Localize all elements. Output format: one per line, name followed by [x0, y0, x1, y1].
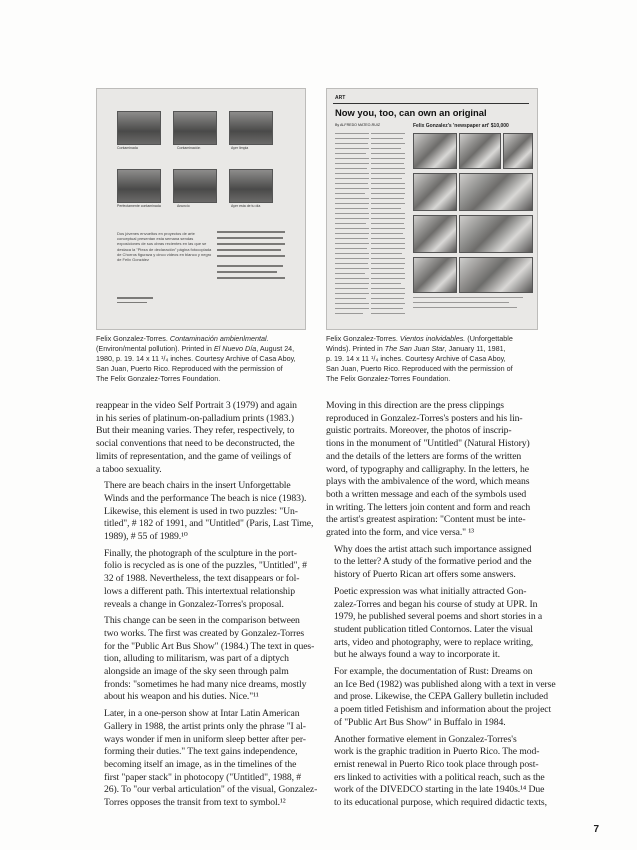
- caption-line: San Juan, Puerto Rico. Reproduced with the permission of: [96, 364, 283, 373]
- text-line: an Ice Bed (1982) was published along with a text in verse: [334, 678, 556, 690]
- paragraph: [96, 615, 315, 704]
- clip-rule: [333, 103, 529, 104]
- figure-caption-left: [96, 334, 311, 384]
- paragraph: [96, 480, 314, 544]
- text-line: history of Puerto Rican art offers some answers.: [334, 569, 516, 581]
- clip-headline: Now you, too, can own an original: [335, 107, 487, 118]
- text-line: For example, the documentation of Rust: Dreams on: [334, 666, 533, 678]
- text-line: titled", # 182 of 1991, and "Untitled" (Paris, Last Time,: [104, 518, 314, 530]
- text-line: forming their duties." The text gains independence,: [104, 746, 298, 758]
- text-line: social conventions that need to be deconstructed, the: [96, 438, 295, 450]
- clip-photo: [413, 133, 457, 169]
- figure-contaminacion-clipping: [96, 88, 306, 330]
- text-line: 1989), # 55 of 1989.¹⁰: [104, 531, 188, 543]
- clip-label: Contaminada: [117, 146, 138, 150]
- text-line: but he always found a way to incorporate it.: [334, 649, 500, 661]
- clip-photo: [413, 173, 457, 211]
- text-line: Why does the artist attach such importance assigned: [334, 543, 532, 555]
- text-line: Moving in this direction are the press clippings: [326, 400, 504, 411]
- clip-photo: [229, 111, 273, 145]
- text-line: Later, in a one-person show at Intar Latin American: [104, 708, 300, 720]
- paragraph: [326, 400, 539, 540]
- text-line: plays with the ambivalence of the word, which means: [326, 476, 530, 488]
- clip-label: Ayer esta de tu día: [231, 204, 261, 208]
- text-line: fronds: "sometimes he had many nice dreams, mostly: [104, 678, 307, 690]
- clip-photo: [459, 173, 533, 211]
- body-column-left: [96, 400, 318, 814]
- figure-caption-right: [326, 334, 541, 384]
- text-line: two works. The first was created by Gonzalez-Torres: [104, 627, 305, 639]
- clip-body-text: Dos jóvenes envueltos en proyectos de arte conceptual presentan esta semana sendas exposiciones de sus obras recientes en las que se destaca la "Pieza de declaración" página fotocopiada de Chorros figuraza y cinco videos en blanco y negro de Felix González: [117, 231, 212, 263]
- paragraph: [326, 666, 556, 730]
- text-line: tions in the monument of "Untitled" (Natural History): [326, 438, 530, 450]
- paragraph: [326, 544, 539, 582]
- clip-label: Perfectamente contaminada: [117, 204, 161, 208]
- text-line: zalez-Torres and began his course of study at UPR. In: [334, 598, 538, 610]
- text-line: guistic portraits. Moreover, the photos of inscrip-: [326, 425, 512, 437]
- text-line: Another formative element in Gonzalez-Torres's: [334, 733, 517, 745]
- text-line: Finally, the photograph of the sculpture in the port-: [104, 547, 297, 559]
- caption-line: (Environ/mental pollution). Printed in El Nuevo Día, August 24,: [96, 344, 295, 353]
- page-number: 7: [593, 824, 599, 835]
- clip-footnote: [117, 297, 157, 303]
- paragraph: [96, 548, 308, 612]
- caption-line: Felix Gonzalez-Torres. Vientos inolvidables. (Unforgettable: [326, 334, 513, 343]
- clip-label: Contaminación: [177, 146, 201, 150]
- clip-label: Ayer limpia: [231, 146, 249, 150]
- text-line: ernist renewal in Puerto Rico took place through post-: [334, 758, 539, 770]
- text-line: and prose. Likewise, the CEPA Gallery bulletin included: [334, 691, 548, 703]
- text-line: 26). To "our verbal articulation" of the visual, Gonzalez-: [104, 784, 318, 796]
- text-line: Torres opposes the transit from text to symbol.¹²: [104, 797, 286, 809]
- text-line: the artist's greatest aspiration: "Content must be inte-: [326, 514, 526, 526]
- text-line: both a written message and each of the symbols used: [326, 488, 527, 500]
- paragraph: [96, 708, 318, 810]
- text-line: first "paper stack" in photocopy ("Untitled", 1988, #: [104, 771, 301, 783]
- clip-photo: [117, 169, 161, 203]
- text-line: a poem titled Fetishism and information about the project: [334, 704, 552, 716]
- text-line: becoming itself an image, as in the timelines of the: [104, 758, 297, 770]
- text-line: lows a different path. This intertextual relationship: [104, 585, 296, 597]
- text-line: reveals a change in Gonzalez-Torres's proposal.: [104, 598, 284, 610]
- clip-photo: [413, 257, 457, 293]
- text-line: 32 of 1988. Nevertheless, the text disappears or fol-: [104, 573, 300, 585]
- text-line: in writing. The letters join content and form and reach: [326, 501, 531, 513]
- caption-line: The Felix Gonzalez-Torres Foundation.: [326, 374, 451, 383]
- text-line: Likewise, this element is used in two puzzles: "Un-: [104, 505, 298, 517]
- text-line: to the letter? A study of the formative period and the: [334, 556, 532, 568]
- clip-text-columns: [217, 231, 287, 289]
- text-line: a taboo sexuality.: [96, 463, 162, 475]
- text-line: work is the graphic tradition in Puerto Rico. The mod-: [334, 746, 540, 758]
- text-line: limits of representation, and the game of veilings of: [96, 450, 292, 462]
- clip-photo: [117, 111, 161, 145]
- text-line: ers linked to activities with a political reach, such as the: [334, 771, 545, 783]
- clip-photo: [459, 257, 533, 293]
- text-line: ways wonder if men in uniform sleep better after per-: [104, 733, 306, 745]
- caption-line: Felix Gonzalez-Torres. Contaminación ambienlmental.: [96, 334, 269, 343]
- clip-photo: [503, 133, 533, 169]
- clip-news-columns: [335, 133, 405, 321]
- text-line: in his series of platinum-on-palladium prints (1983.): [96, 412, 294, 424]
- text-line: tion, alluding to militarism, was part of a diptych: [104, 653, 289, 665]
- text-line: about his weapon and his duties. Nice."¹¹: [104, 691, 259, 703]
- caption-line: The Felix Gonzalez-Torres Foundation.: [96, 374, 221, 383]
- caption-line: San Juan, Puerto Rico. Reproduced with the permission of: [326, 364, 513, 373]
- clip-photo: [413, 215, 457, 253]
- text-line: and the details of the letters are forms of the written: [326, 450, 522, 462]
- text-line: student publication titled Contornos. Later the visual: [334, 623, 533, 635]
- clip-section: ART: [335, 95, 346, 101]
- text-line: of "Public Art Bus Show" in Buffalo in 1984.: [334, 716, 506, 728]
- caption-line: Winds). Printed in The San Juan Star, January 11, 1981,: [326, 344, 506, 353]
- text-line: work of the DIVEDCO starting in the late 1940s.¹⁴ Due: [334, 784, 545, 796]
- text-line: alongside an image of the sky seen through palm: [104, 666, 289, 678]
- text-line: to its educational purpose, which required didactic texts,: [334, 797, 547, 809]
- text-line: There are beach chairs in the insert Unforgettable: [104, 480, 291, 492]
- paragraph: [96, 400, 308, 476]
- clip-caption-lines: [413, 297, 531, 317]
- text-line: arts, video and photography, were to replace writing,: [334, 636, 534, 648]
- clip-photo: [173, 111, 217, 145]
- clip-photo: [459, 133, 501, 169]
- text-line: folio is recycled as is one of the puzzles, "Untitled", #: [104, 560, 307, 572]
- clip-subhead: Felix Gonzalez's 'newspaper art' $10,000: [413, 123, 509, 129]
- body-column-right: [326, 400, 556, 814]
- text-line: grated into the form, and vice versa." ¹³: [326, 527, 474, 539]
- caption-line: 1980, p. 19. 14 x 11 ¹/₄ inches. Courtesy Archive of Casa Aboy,: [96, 354, 296, 363]
- text-line: for the "Public Art Bus Show" (1984.) The text in ques-: [104, 640, 315, 652]
- caption-line: p. 19. 14 x 11 ¹/₄ inches. Courtesy Archive of Casa Aboy,: [326, 354, 506, 363]
- text-line: This change can be seen in the comparison between: [104, 615, 300, 627]
- clip-photo: [459, 215, 533, 253]
- clip-photo: [229, 169, 273, 203]
- text-line: word, of typography and calligraphy. In the letters, he: [326, 463, 529, 475]
- text-line: But their meaning varies. They refer, respectively, to: [96, 425, 295, 437]
- text-line: Poetic expression was what initially attracted Gon-: [334, 585, 527, 597]
- text-line: Gallery in 1988, the artist prints only the phrase "I al-: [104, 720, 306, 732]
- text-line: 1979, he published several poems and short stories in a: [334, 611, 543, 623]
- paragraph: [326, 585, 543, 662]
- figure-vientos-clipping: [326, 88, 538, 330]
- clip-label: Anuncio: [177, 204, 190, 208]
- text-line: Winds and the performance The beach is nice (1983).: [104, 492, 307, 504]
- clip-photo: [173, 169, 217, 203]
- text-line: reappear in the video Self Portrait 3 (1979) and again: [96, 400, 297, 411]
- paragraph: [326, 733, 547, 810]
- text-line: reproduced in Gonzalez-Torres's posters and his lin-: [326, 412, 523, 424]
- clip-byline: By ALFREDO MATEO-RUIZ: [335, 123, 381, 127]
